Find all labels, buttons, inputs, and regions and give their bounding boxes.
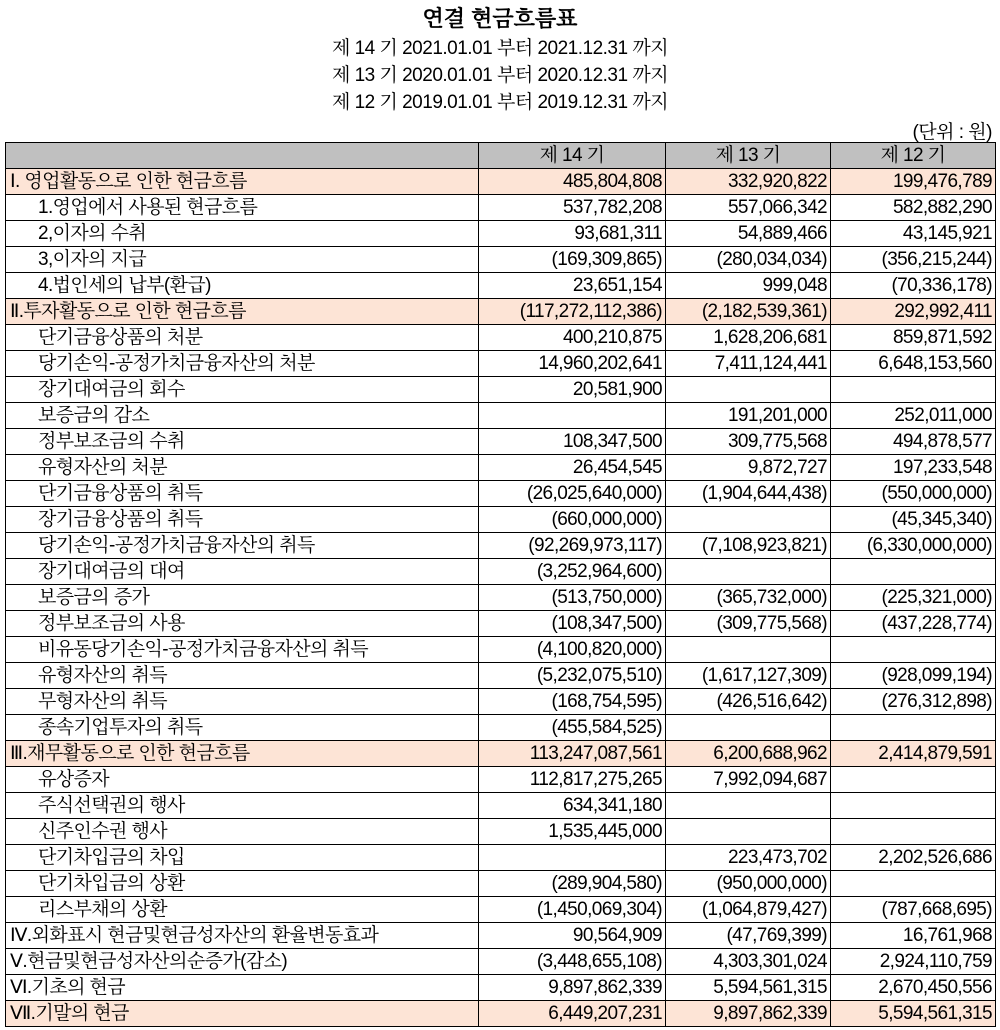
value-cell-14: 90,564,909: [479, 923, 666, 949]
value-cell-14: (660,000,000): [479, 507, 666, 533]
value-cell-12: (45,345,340): [831, 507, 996, 533]
section-row: [6, 299, 996, 325]
row-label: 정부보조금의 사용: [6, 611, 479, 637]
table-row: [6, 637, 996, 663]
row-label: 장기대여금의 회수: [6, 377, 479, 403]
table-row: [6, 351, 996, 377]
value-cell-13: 999,048: [666, 273, 831, 299]
value-cell-14: 634,341,180: [479, 793, 666, 819]
value-cell-13: [666, 715, 831, 741]
row-label: 유형자산의 취득: [6, 663, 479, 689]
row-label: 1.영업에서 사용된 현금흐름: [6, 195, 479, 221]
value-cell-13: (1,904,644,438): [666, 481, 831, 507]
value-cell-13: (950,000,000): [666, 871, 831, 897]
header-label: [6, 143, 479, 169]
header-period-13: 제 13 기: [666, 143, 831, 169]
row-label: 유상증자: [6, 767, 479, 793]
row-label: 유형자산의 처분: [6, 455, 479, 481]
table-row: [6, 195, 996, 221]
value-cell-13: [666, 559, 831, 585]
row-label: Ⅵ.기초의 현금: [6, 975, 479, 1001]
row-label: Ⅶ.기말의 현금: [6, 1001, 479, 1027]
table-row: [6, 793, 996, 819]
row-label: 3,이자의 지급: [6, 247, 479, 273]
table-row: [6, 403, 996, 429]
value-cell-14: 9,897,862,339: [479, 975, 666, 1001]
table-row: [6, 559, 996, 585]
value-cell-13: 5,594,561,315: [666, 975, 831, 1001]
value-cell-14: (26,025,640,000): [479, 481, 666, 507]
value-cell-13: 557,066,342: [666, 195, 831, 221]
value-cell-12: 2,670,450,556: [831, 975, 996, 1001]
table-row: [6, 533, 996, 559]
row-label: 단기금융상품의 처분: [6, 325, 479, 351]
row-label: Ⅲ.재무활동으로 인한 현금흐름: [6, 741, 479, 767]
row-label: 단기금융상품의 취득: [6, 481, 479, 507]
value-cell-14: (108,347,500): [479, 611, 666, 637]
value-cell-12: 43,145,921: [831, 221, 996, 247]
unit-label: (단위 : 원): [912, 122, 992, 143]
table-row: [6, 325, 996, 351]
value-cell-12: [831, 715, 996, 741]
value-cell-14: (4,100,820,000): [479, 637, 666, 663]
row-label: Ⅱ.투자활동으로 인한 현금흐름: [6, 299, 479, 325]
row-label: 종속기업투자의 취득: [6, 715, 479, 741]
value-cell-13: 309,775,568: [666, 429, 831, 455]
value-cell-12: (70,336,178): [831, 273, 996, 299]
table-row: [6, 663, 996, 689]
row-label: 무형자산의 취득: [6, 689, 479, 715]
row-label: 장기금융상품의 취득: [6, 507, 479, 533]
period-line-12: 제 12 기 2019.01.01 부터 2019.12.31 까지: [331, 92, 669, 113]
value-cell-12: (225,321,000): [831, 585, 996, 611]
value-cell-12: 16,761,968: [831, 923, 996, 949]
value-cell-12: 6,648,153,560: [831, 351, 996, 377]
period-line-14: 제 14 기 2021.01.01 부터 2021.12.31 까지: [331, 38, 669, 59]
row-label: 당기손익-공정가치금융자산의 처분: [6, 351, 479, 377]
table-body: [6, 169, 996, 1027]
table-row: [6, 689, 996, 715]
table-row: [6, 871, 996, 897]
header-row: [6, 143, 996, 169]
table-row: [6, 221, 996, 247]
value-cell-13: 191,201,000: [666, 403, 831, 429]
value-cell-12: 582,882,290: [831, 195, 996, 221]
table-row: [6, 767, 996, 793]
table-row: [6, 897, 996, 923]
value-cell-12: (550,000,000): [831, 481, 996, 507]
table-row: [6, 455, 996, 481]
row-label: 당기손익-공정가치금융자산의 취득: [6, 533, 479, 559]
row-label: 리스부채의 상환: [6, 897, 479, 923]
section-row: [6, 923, 996, 949]
value-cell-13: (426,516,642): [666, 689, 831, 715]
value-cell-12: 2,202,526,686: [831, 845, 996, 871]
value-cell-14: 400,210,875: [479, 325, 666, 351]
row-label: 정부보조금의 수취: [6, 429, 479, 455]
value-cell-14: 108,347,500: [479, 429, 666, 455]
value-cell-14: 485,804,808: [479, 169, 666, 195]
value-cell-13: 54,889,466: [666, 221, 831, 247]
value-cell-12: [831, 793, 996, 819]
value-cell-13: 332,920,822: [666, 169, 831, 195]
section-row: [6, 949, 996, 975]
row-label: Ⅰ. 영업활동으로 인한 현금흐름: [6, 169, 479, 195]
value-cell-14: (168,754,595): [479, 689, 666, 715]
value-cell-12: 2,924,110,759: [831, 949, 996, 975]
value-cell-12: 199,476,789: [831, 169, 996, 195]
value-cell-13: (309,775,568): [666, 611, 831, 637]
value-cell-12: [831, 637, 996, 663]
table-row: [6, 715, 996, 741]
value-cell-14: 1,535,445,000: [479, 819, 666, 845]
row-label: 4.법인세의 납부(환급): [6, 273, 479, 299]
value-cell-14: (455,584,525): [479, 715, 666, 741]
value-cell-12: [831, 559, 996, 585]
value-cell-13: 9,872,727: [666, 455, 831, 481]
value-cell-13: (365,732,000): [666, 585, 831, 611]
value-cell-12: (928,099,194): [831, 663, 996, 689]
value-cell-14: (1,450,069,304): [479, 897, 666, 923]
value-cell-12: (276,312,898): [831, 689, 996, 715]
value-cell-13: (1,064,879,427): [666, 897, 831, 923]
value-cell-13: [666, 377, 831, 403]
row-label: 주식선택권의 행사: [6, 793, 479, 819]
value-cell-12: [831, 871, 996, 897]
value-cell-12: 5,594,561,315: [831, 1001, 996, 1027]
row-label: 장기대여금의 대여: [6, 559, 479, 585]
value-cell-13: [666, 507, 831, 533]
value-cell-13: [666, 637, 831, 663]
value-cell-14: (117,272,112,386): [479, 299, 666, 325]
header-period-14: 제 14 기: [479, 143, 666, 169]
section-row: [6, 169, 996, 195]
table-row: [6, 819, 996, 845]
table-row: [6, 247, 996, 273]
row-label: Ⅴ.현금및현금성자산의순증가(감소): [6, 949, 479, 975]
statement-title: 연결 현금흐름표: [422, 6, 578, 31]
table-row: [6, 507, 996, 533]
row-label: 신주인수권 행사: [6, 819, 479, 845]
value-cell-12: 252,011,000: [831, 403, 996, 429]
value-cell-14: (5,232,075,510): [479, 663, 666, 689]
table-row: [6, 273, 996, 299]
row-label: 단기차입금의 차입: [6, 845, 479, 871]
value-cell-12: 494,878,577: [831, 429, 996, 455]
value-cell-12: [831, 767, 996, 793]
value-cell-13: (280,034,034): [666, 247, 831, 273]
value-cell-12: (437,228,774): [831, 611, 996, 637]
value-cell-14: (169,309,865): [479, 247, 666, 273]
value-cell-14: 6,449,207,231: [479, 1001, 666, 1027]
period-line-13: 제 13 기 2020.01.01 부터 2020.12.31 까지: [331, 65, 669, 86]
value-cell-13: (2,182,539,361): [666, 299, 831, 325]
value-cell-14: (3,448,655,108): [479, 949, 666, 975]
value-cell-14: 26,454,545: [479, 455, 666, 481]
value-cell-12: [831, 377, 996, 403]
value-cell-12: 859,871,592: [831, 325, 996, 351]
row-label: 보증금의 증가: [6, 585, 479, 611]
value-cell-13: 4,303,301,024: [666, 949, 831, 975]
table-row: [6, 377, 996, 403]
row-label: 2,이자의 수취: [6, 221, 479, 247]
value-cell-14: 537,782,208: [479, 195, 666, 221]
value-cell-13: (1,617,127,309): [666, 663, 831, 689]
row-label: 비유동당기손익-공정가치금융자산의 취득: [6, 637, 479, 663]
value-cell-12: (787,668,695): [831, 897, 996, 923]
table-row: [6, 585, 996, 611]
section-row: [6, 741, 996, 767]
value-cell-12: 197,233,548: [831, 455, 996, 481]
row-label: 단기차입금의 상환: [6, 871, 479, 897]
value-cell-12: (356,215,244): [831, 247, 996, 273]
value-cell-14: 23,651,154: [479, 273, 666, 299]
value-cell-13: (7,108,923,821): [666, 533, 831, 559]
value-cell-14: 20,581,900: [479, 377, 666, 403]
value-cell-13: 9,897,862,339: [666, 1001, 831, 1027]
value-cell-14: 113,247,087,561: [479, 741, 666, 767]
value-cell-12: (6,330,000,000): [831, 533, 996, 559]
value-cell-13: [666, 819, 831, 845]
table-row: [6, 845, 996, 871]
value-cell-14: 93,681,311: [479, 221, 666, 247]
value-cell-13: [666, 793, 831, 819]
table-row: [6, 429, 996, 455]
value-cell-14: (289,904,580): [479, 871, 666, 897]
value-cell-14: [479, 845, 666, 871]
value-cell-13: 1,628,206,681: [666, 325, 831, 351]
value-cell-13: (47,769,399): [666, 923, 831, 949]
value-cell-12: [831, 819, 996, 845]
row-label: Ⅳ.외화표시 현금및현금성자산의 환율변동효과: [6, 923, 479, 949]
header-period-12: 제 12 기: [831, 143, 996, 169]
value-cell-14: (92,269,973,117): [479, 533, 666, 559]
value-cell-14: (3,252,964,600): [479, 559, 666, 585]
table-row: [6, 611, 996, 637]
section-row: [6, 975, 996, 1001]
value-cell-14: [479, 403, 666, 429]
value-cell-13: 6,200,688,962: [666, 741, 831, 767]
value-cell-12: 2,414,879,591: [831, 741, 996, 767]
value-cell-13: 7,411,124,441: [666, 351, 831, 377]
section-row: [6, 1001, 996, 1027]
value-cell-14: (513,750,000): [479, 585, 666, 611]
value-cell-14: 14,960,202,641: [479, 351, 666, 377]
table-row: [6, 481, 996, 507]
value-cell-14: 112,817,275,265: [479, 767, 666, 793]
value-cell-13: 7,992,094,687: [666, 767, 831, 793]
value-cell-12: 292,992,411: [831, 299, 996, 325]
row-label: 보증금의 감소: [6, 403, 479, 429]
value-cell-13: 223,473,702: [666, 845, 831, 871]
cash-flow-table: [5, 142, 996, 1027]
